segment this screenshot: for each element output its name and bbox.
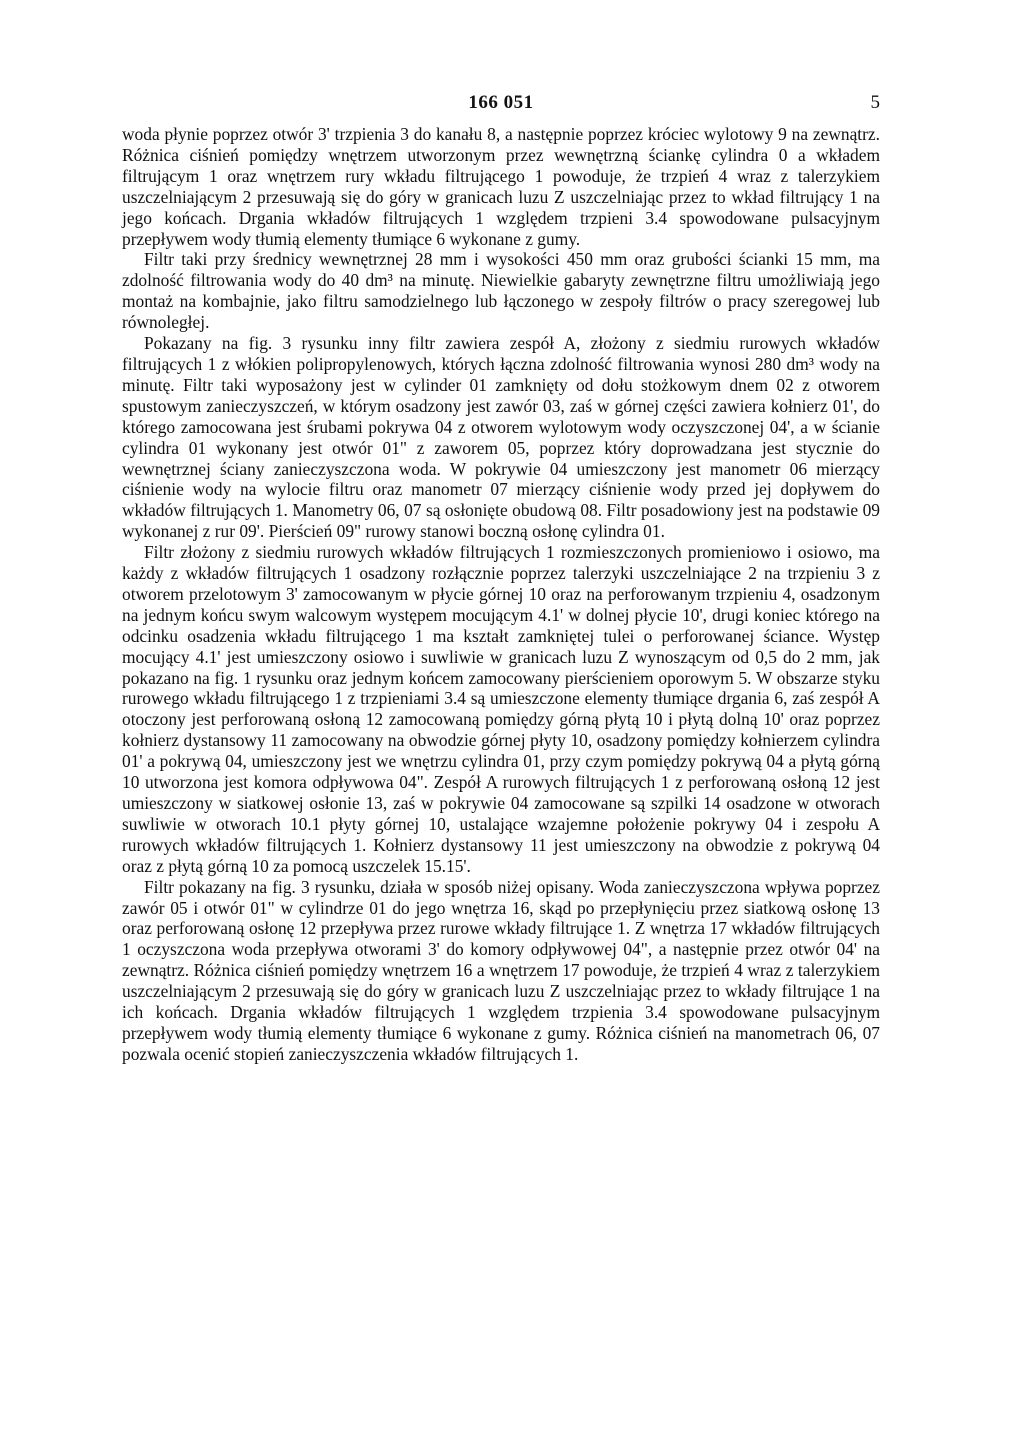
paragraph-1: woda płynie poprzez otwór 3' trzpienia 3 do kanału 8, a następnie poprzez króciec wylotowy 9 na zewnątrz. Różnica ciśnień pomiędzy wnętrzem utworzonym przez wewnętrzną ściankę cylindra 0 a wkładem filtrującym 1 oraz wnętrzem rury wkładu filtrującego 1 powoduje, że trzpień 4 wraz z talerzykiem uszczelniającym 2 przesuwają się do góry w granicach luzu Z uszczelniając przez to wkład filtrujący 1 na jego końcach. Drgania wkładów filtrujących 1 względem trzpieni 3.4 spowodowane pulsacyjnym przepływem wody tłumią elementy tłumiące 6 wykonane z gumy.: [122, 124, 880, 249]
document-number: 166 051: [468, 92, 534, 113]
page-header: [122, 92, 880, 118]
document-page: [122, 92, 880, 1065]
body-text: [122, 124, 880, 1065]
paragraph-4: Filtr złożony z siedmiu rurowych wkładów filtrujących 1 rozmieszczonych promieniowo i osiowo, ma każdy z wkładów filtrujących 1 osadzony rozłącznie poprzez talerzyki uszczelniające 2 na trzpieniu 3 z otworem przelotowym 3' zamocowanym w płycie górnej 10 oraz na perforowanym trzpieniu 4, osadzonym na jednym końcu swym walcowym występem mocującym 4.1' w dolnej płycie 10', drugi koniec którego na odcinku osadzenia wkładu filtrującego 1 ma kształt zamkniętej tulei o perforowanej ściance. Występ mocujący 4.1' jest umieszczony osiowo i suwliwie w granicach luzu Z wynoszącym od 0,5 do 2 mm, jak pokazano na fig. 1 rysunku oraz jednym końcem zamocowany pierścieniem oporowym 5. W obszarze styku rurowego wkładu filtrującego 1 z trzpieniami 3.4 są umieszczone elementy tłumiące drgania 6, zaś zespół A otoczony jest perforowaną osłoną 12 zamocowaną pomiędzy górną płytą 10 i płytą dolną 10' oraz poprzez kołnierz dystansowy 11 zamocowany na obwodzie górnej płyty 10, osadzony pomiędzy kołnierzem cylindra 01' a pokrywą 04, umieszczony jest we wnętrzu cylindra 01, przy czym pomiędzy pokrywą 04 a płytą górną 10 utworzona jest komora odpływowa 04". Zespół A rurowych filtrujących 1 z perforowaną osłoną 12 jest umieszczony w siatkowej osłonie 13, zaś w pokrywie 04 zamocowane są szpilki 14 osadzone w otworach suwliwie w otworach 10.1 płyty górnej 10, ustalające wzajemne położenie pokrywy 04 i zespołu A rurowych wkładów filtrujących 1. Kołnierz dystansowy 11 jest umieszczony na obwodzie z pokrywą 04 oraz z płytą górną 10 za pomocą uszczelek 15.15'.: [122, 542, 880, 876]
page-number: 5: [870, 92, 880, 113]
paragraph-2: Filtr taki przy średnicy wewnętrznej 28 mm i wysokości 450 mm oraz grubości ścianki 15 mm, ma zdolność filtrowania wody do 40 dm³ na minutę. Niewielkie gabaryty zewnętrzne filtru umożliwiają jego montaż na kombajnie, jako filtru samodzielnego lub łączonego w zespoły filtrów o pracy szeregowej lub równoległej.: [122, 249, 880, 333]
paragraph-3: Pokazany na fig. 3 rysunku inny filtr zawiera zespół A, złożony z siedmiu rurowych wkładów filtrujących 1 z włókien polipropylenowych, których łączna zdolność filtrowania wynosi 280 dm³ wody na minutę. Filtr taki wyposażony jest w cylinder 01 zamknięty od dołu stożkowym dnem 02 z otworem spustowym zanieczyszczeń, w którym osadzony jest zawór 03, zaś w górnej części zawiera kołnierz 01', do którego zamocowana jest śrubami pokrywa 04 z otworem wylotowym wody oczyszczonej 04', a w ścianie cylindra 01 wykonany jest otwór 01" z zaworem 05, poprzez który doprowadzana jest stycznie do wewnętrznej ściany zanieczyszczona woda. W pokrywie 04 umieszczony jest manometr 06 mierzący ciśnienie wody na wylocie filtru oraz manometr 07 mierzący ciśnienie wody przed jej dopływem do wkładów filtrujących 1. Manometry 06, 07 są osłonięte obudową 08. Filtr posadowiony jest na podstawie 09 wykonanej z rur 09'. Pierścień 09" rurowy stanowi boczną osłonę cylindra 01.: [122, 333, 880, 542]
paragraph-5: Filtr pokazany na fig. 3 rysunku, działa w sposób niżej opisany. Woda zanieczyszczona wpływa poprzez zawór 05 i otwór 01" w cylindrze 01 do jego wnętrza 16, skąd po przepłynięciu przez siatkową osłonę 13 oraz perforowaną osłonę 12 przepływa przez rurowe wkłady filtrujące 1. Z wnętrza 17 wkładów filtrujących 1 oczyszczona woda przepływa otworami 3' do komory odpływowej 04", a następnie przez otwór 04' na zewnątrz. Różnica ciśnień pomiędzy wnętrzem 16 a wnętrzem 17 powoduje, że trzpień 4 wraz z talerzykiem uszczelniającym 2 przesuwają się do góry w granicach luzu Z uszczelniając przez to wkłady filtrujące 1 na ich końcach. Drgania wkładów filtrujących 1 względem trzpienia 3.4 spowodowane pulsacyjnym przepływem wody tłumią elementy tłumiące 6 wykonane z gumy. Różnica ciśnień na manometrach 06, 07 pozwala ocenić stopień zanieczyszczenia wkładów filtrujących 1.: [122, 876, 880, 1064]
